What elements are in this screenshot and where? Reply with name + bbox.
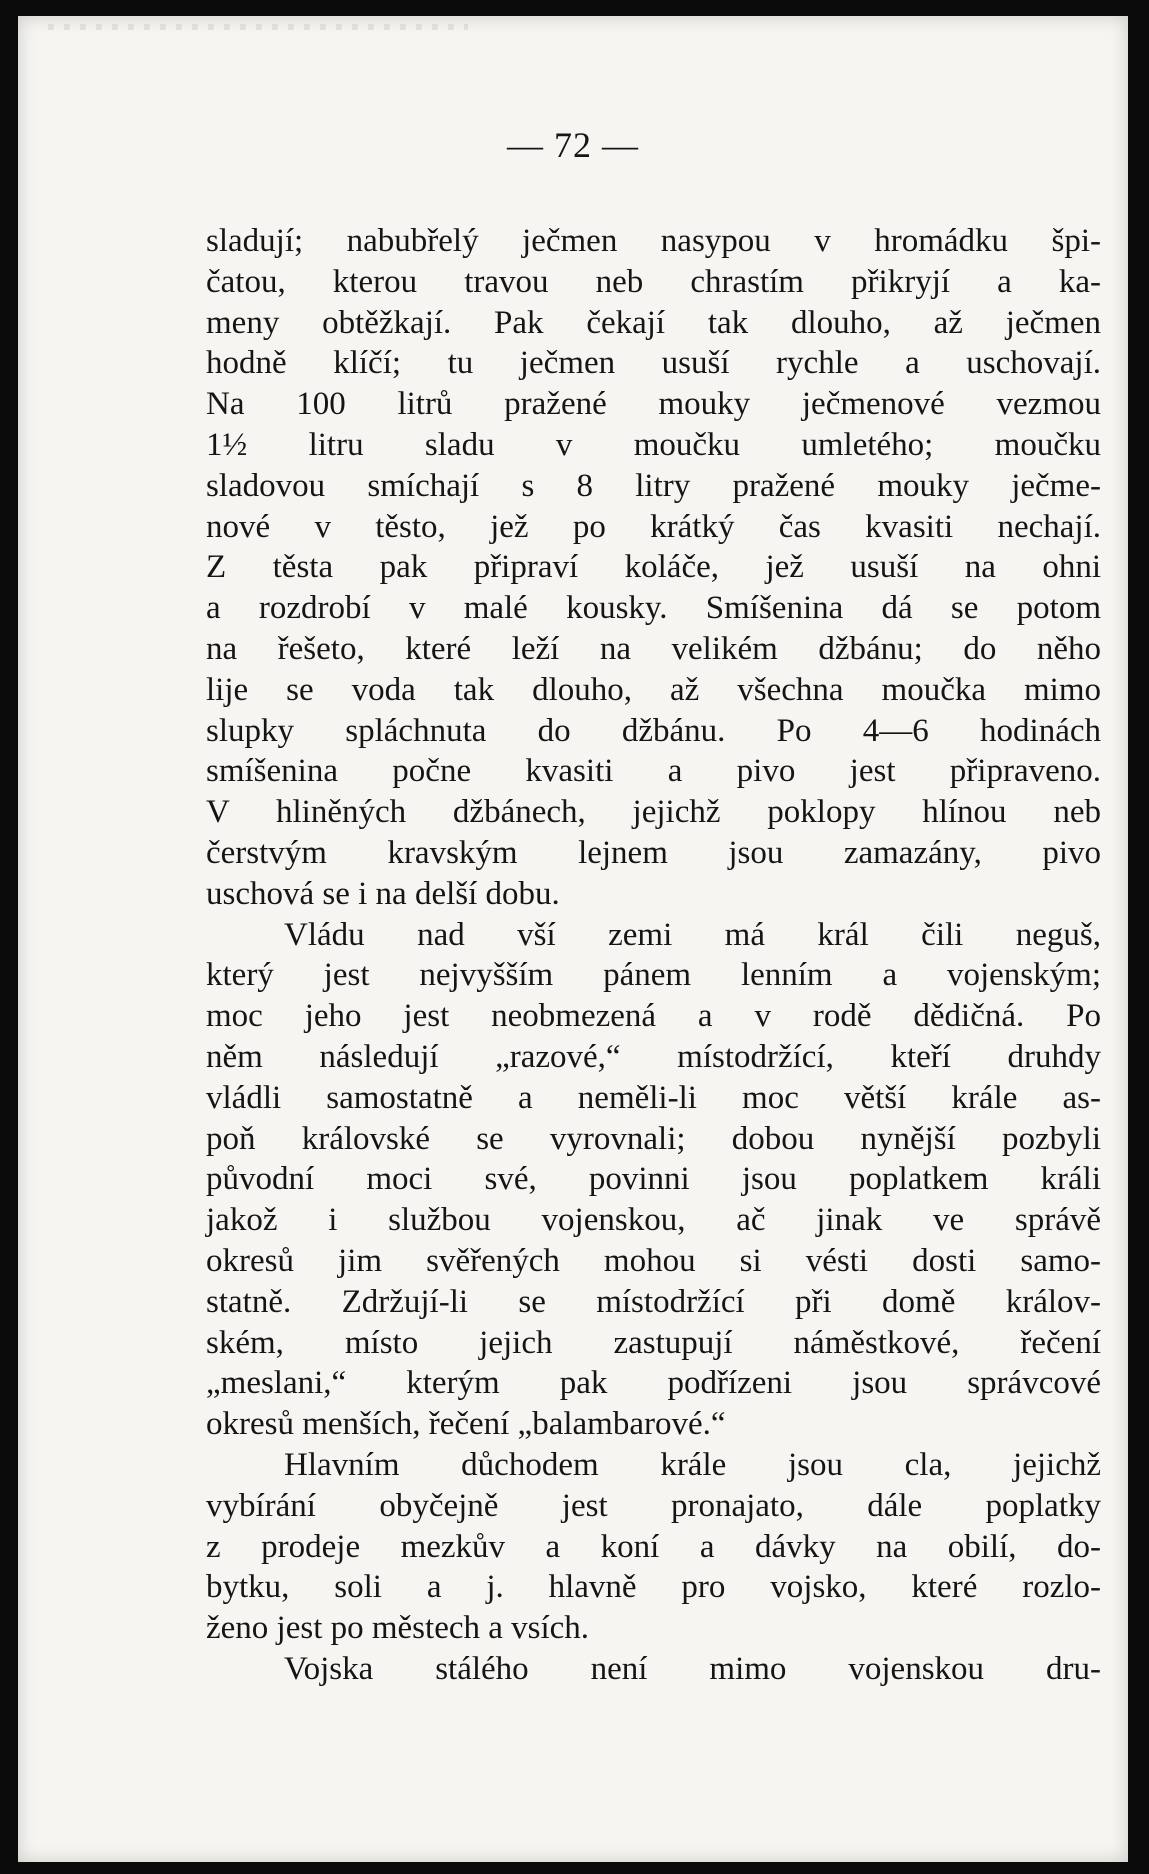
text-line: bytku, soli a j. hlavně pro vojsko, které rozlo- <box>206 1569 1101 1606</box>
text-line: ženo jest po městech a vsích. <box>206 1610 590 1647</box>
text-line: Hlavním důchodem krále jsou cla, jejichž <box>284 1446 1101 1483</box>
text-line: z prodeje mezkův a koní a dávky na obilí, do- <box>206 1528 1101 1565</box>
text-line: sladují; nabubřelý ječmen nasypou v hromádku špi- <box>206 223 1101 259</box>
text-line: čerstvým kravským lejnem jsou zamazány, pivo <box>206 834 1101 871</box>
text-line: a rozdrobí v malé kousky. Smíšenina dá se potom <box>206 590 1101 627</box>
text-line: meny obtěžkají. Pak čekají tak dlouho, až ječmen <box>206 304 1101 341</box>
text-line: na řešeto, které leží na velikém džbánu; do něho <box>206 630 1101 667</box>
text-line: který jest nejvyšším pánem lenním a vojenským; <box>206 957 1101 994</box>
text-line: V hliněných džbánech, jejichž poklopy hlínou neb <box>206 794 1101 831</box>
body-text <box>206 221 1101 1690</box>
text-line: „meslani,“ kterým pak podřízeni jsou správcové <box>206 1365 1101 1402</box>
text-line: nové v těsto, jež po krátký čas kvasiti nechají. <box>206 508 1101 545</box>
text-line: slupky spláchnuta do džbánu. Po 4—6 hodinách <box>206 712 1101 749</box>
text-line: 1½ litru sladu v moučku umletého; moučku <box>206 426 1101 463</box>
text-line: poň královské se vyrovnali; dobou nynější pozbyli <box>206 1120 1101 1157</box>
text-line: smíšenina počne kvasiti a pivo jest připraveno. <box>206 753 1101 790</box>
text-line: statně. Zdržují-li se místodržící při domě králov- <box>206 1283 1101 1320</box>
text-line: Vojska stálého není mimo vojenskou dru- <box>284 1650 1101 1687</box>
text-line: vládli samostatně a neměli-li moc větší krále as- <box>206 1079 1101 1116</box>
text-line: Na 100 litrů pražené mouky ječmenové vezmou <box>206 386 1101 423</box>
text-line: okresů menších, řečení „balambarové.“ <box>206 1406 726 1443</box>
text-line: čatou, kterou travou neb chrastím přikryjí a ka- <box>206 263 1101 300</box>
text-line: Vládu nad vší zemi má král čili neguš, <box>284 916 1101 953</box>
text-line: lije se voda tak dlouho, až všechna moučka mimo <box>206 671 1101 708</box>
book-page <box>18 16 1128 1862</box>
text-line: okresů jim svěřených mohou si vésti dosti samo- <box>206 1242 1101 1279</box>
text-line: moc jeho jest neobmezená a v rodě dědičná. Po <box>206 998 1101 1035</box>
text-line: vybírání obyčejně jest pronajato, dále poplatky <box>206 1487 1101 1524</box>
text-line: něm následují „razové,“ místodržící, kteří druhdy <box>206 1038 1101 1075</box>
text-line: ském, místo jejich zastupují náměstkové, řečení <box>206 1324 1101 1361</box>
text-line: uschová se i na delší dobu. <box>206 875 560 912</box>
text-line: jakož i službou vojenskou, ač jinak ve správě <box>206 1202 1101 1239</box>
text-line: Z těsta pak připraví koláče, jež usuší na ohni <box>206 549 1101 586</box>
page-number: — 72 — <box>507 125 639 165</box>
text-line: hodně klíčí; tu ječmen usuší rychle a uschovají. <box>206 345 1101 382</box>
text-line: sladovou smíchají s 8 litry pražené mouky ječme- <box>206 467 1101 504</box>
text-line: původní moci své, povinni jsou poplatkem králi <box>206 1161 1101 1198</box>
